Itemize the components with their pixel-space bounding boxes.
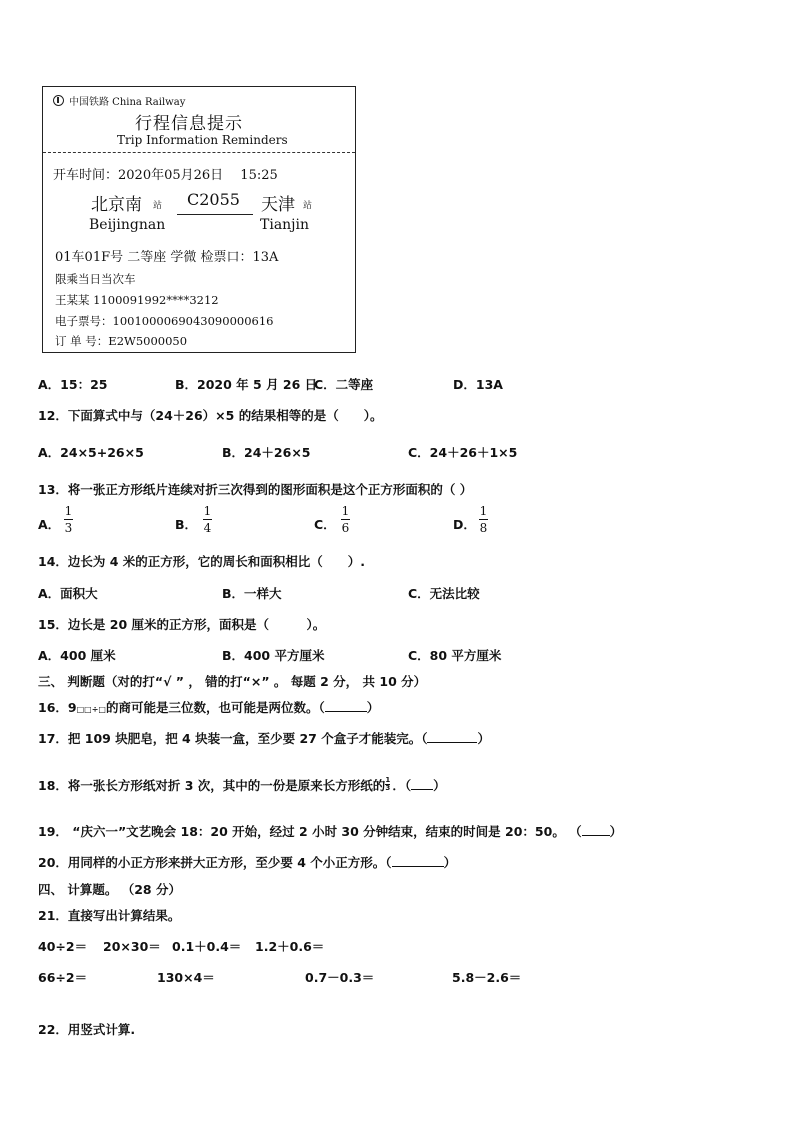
q17-close: ） — [477, 731, 490, 746]
q22-stem: 22．用竖式计算. — [38, 1022, 136, 1037]
q13-option-d-label: D． — [453, 517, 476, 532]
q13-option-a-label: A． — [38, 517, 61, 532]
ticket-arrow-line — [177, 214, 253, 215]
q19-close: ） — [609, 824, 623, 839]
q17-answer-blank[interactable] — [427, 742, 477, 743]
ticket-to-suffix: 站 — [303, 201, 313, 211]
q13-c-denominator: 6 — [341, 521, 350, 535]
q11-option-a: A．15：25 — [38, 377, 108, 392]
ticket-eticket-number: 电子票号：1001000069043090000616 — [55, 314, 274, 328]
q21-row2-item-2: 130×4＝ — [157, 970, 215, 985]
ticket-to-cn: 天津 — [261, 195, 295, 215]
q16-box-symbols: □□÷□ — [76, 705, 106, 714]
ticket-title-cn: 行程信息提示 — [135, 114, 243, 134]
q16-prefix: 16．9 — [38, 700, 77, 715]
q18-close: ） — [433, 778, 446, 793]
ticket-brand: 中国铁路 China Railway — [69, 97, 186, 108]
q21-row2-item-4: 5.8－2.6＝ — [452, 970, 522, 985]
q14-option-c: C．无法比较 — [408, 586, 480, 601]
ticket-title-en: Trip Information Reminders — [117, 133, 288, 147]
ticket-departure: 开车时间：2020年05月26日 15:25 — [53, 168, 278, 183]
q13-d-denominator: 8 — [479, 521, 488, 535]
q15-option-a: A．400 厘米 — [38, 648, 116, 663]
q16-answer-blank[interactable] — [325, 711, 367, 712]
ticket-order-number: 订 单 号：E2W5000050 — [55, 334, 188, 348]
q18-denominator: 3 — [385, 783, 391, 792]
q12-option-b: B．24＋26×5 — [222, 445, 311, 460]
q14-stem: 14．边长为 4 米的正方形，它的周长和面积相比（ ）. — [38, 554, 366, 569]
q19-answer-blank[interactable] — [582, 835, 610, 836]
q16-close: ） — [366, 700, 380, 715]
q21-row2-item-3: 0.7－0.3＝ — [305, 970, 375, 985]
q13-option-d-fraction — [479, 504, 488, 535]
q21-row2-item-1: 66÷2＝ — [38, 970, 88, 985]
q13-option-c-fraction — [341, 504, 350, 535]
q13-d-numerator: 1 — [479, 504, 488, 518]
q18-text: 18．将一张长方形纸对折 3 次，其中的一份是原来长方形纸的 — [38, 778, 386, 793]
ticket-seat: 01车01F号 二等座 学微 检票口：13A — [55, 250, 279, 265]
q13-option-b-label: B． — [175, 517, 198, 532]
ticket-from-cn: 北京南 — [91, 195, 142, 215]
q16 — [38, 698, 379, 716]
q14-option-a: A．面积大 — [38, 586, 98, 601]
q11-option-b: B．2020 年 5 月 26 日 — [175, 377, 318, 392]
q19 — [38, 822, 622, 840]
q13-c-numerator: 1 — [341, 504, 350, 518]
q13-b-numerator: 1 — [203, 504, 212, 518]
q15-option-c: C．80 平方厘米 — [408, 648, 502, 663]
ticket-note: 限乘当日当次车 — [55, 272, 136, 286]
ticket-divider — [43, 152, 355, 153]
q17-text: 17．把 109 块肥皂，把 4 块装一盒，至少要 27 个盒子才能装完。（ — [38, 731, 428, 746]
q11-option-d: D．13A — [453, 377, 503, 392]
q16-text: 的商可能是三位数，也可能是两位数。（ — [105, 700, 325, 715]
ticket-to-en: Tianjin — [260, 217, 310, 233]
q14-option-b: B．一样大 — [222, 586, 282, 601]
q12-option-a: A．24×5+26×5 — [38, 445, 144, 460]
q20-text: 20．用同样的小正方形来拼大正方形，至少要 4 个小正方形。（ — [38, 855, 392, 870]
q18-answer-blank[interactable] — [411, 789, 433, 790]
q15-stem: 15．边长是 20 厘米的正方形，面积是（ ）。 — [38, 617, 326, 632]
q13-stem: 13．将一张正方形纸片连续对折三次得到的图形面积是这个正方形面积的（ ） — [38, 482, 473, 497]
q21-stem: 21．直接写出计算结果。 — [38, 908, 181, 923]
ticket-from-suffix: 站 — [153, 201, 163, 211]
q21-row1-item-4: 1.2＋0.6＝ — [255, 939, 325, 954]
q18-numerator: 1 — [385, 775, 391, 784]
q13-a-numerator: 1 — [64, 504, 73, 518]
q12-option-c: C．24＋26＋1×5 — [408, 445, 518, 460]
q13-a-denominator: 3 — [64, 521, 73, 535]
section-4-heading: 四、 计算题。 （28 分） — [38, 882, 181, 897]
q13-option-c-label: C． — [314, 517, 336, 532]
q20 — [38, 853, 456, 871]
q12-stem: 12．下面算式中与（24＋26）×5 的结果相等的是（ ）。 — [38, 408, 383, 423]
q11-option-c: C．二等座 — [314, 377, 374, 392]
q21-row1-item-2: 20×30＝ — [103, 939, 161, 954]
ticket-passenger: 王某某 1100091992****3212 — [55, 293, 219, 307]
q20-answer-blank[interactable] — [392, 866, 444, 867]
china-railway-logo-icon — [53, 95, 64, 106]
train-ticket-image — [42, 86, 356, 353]
q20-close: ） — [443, 855, 457, 870]
ticket-from-en: Beijingnan — [89, 217, 166, 233]
q19-text: 19． “庆六一”文艺晚会 18：20 开始，经过 2 小时 30 分钟结束，结束的时间是 20：50。 （ — [38, 824, 582, 839]
q21-row1-item-1: 40÷2＝ — [38, 939, 88, 954]
q17 — [38, 729, 490, 747]
q18-fraction — [385, 777, 390, 792]
q18 — [38, 776, 446, 794]
q13-b-denominator: 4 — [203, 521, 212, 535]
q13-option-a-fraction — [64, 504, 73, 535]
q21-row1-item-3: 0.1＋0.4＝ — [172, 939, 242, 954]
ticket-train-number: C2055 — [187, 190, 240, 209]
q18-mid: ．（ — [392, 778, 412, 793]
q13-option-b-fraction — [203, 504, 212, 535]
section-3-heading: 三、 判断题（对的打“√ ” ， 错的打“×” 。 每题 2 分， 共 10 分） — [38, 674, 427, 689]
q15-option-b: B．400 平方厘米 — [222, 648, 325, 663]
